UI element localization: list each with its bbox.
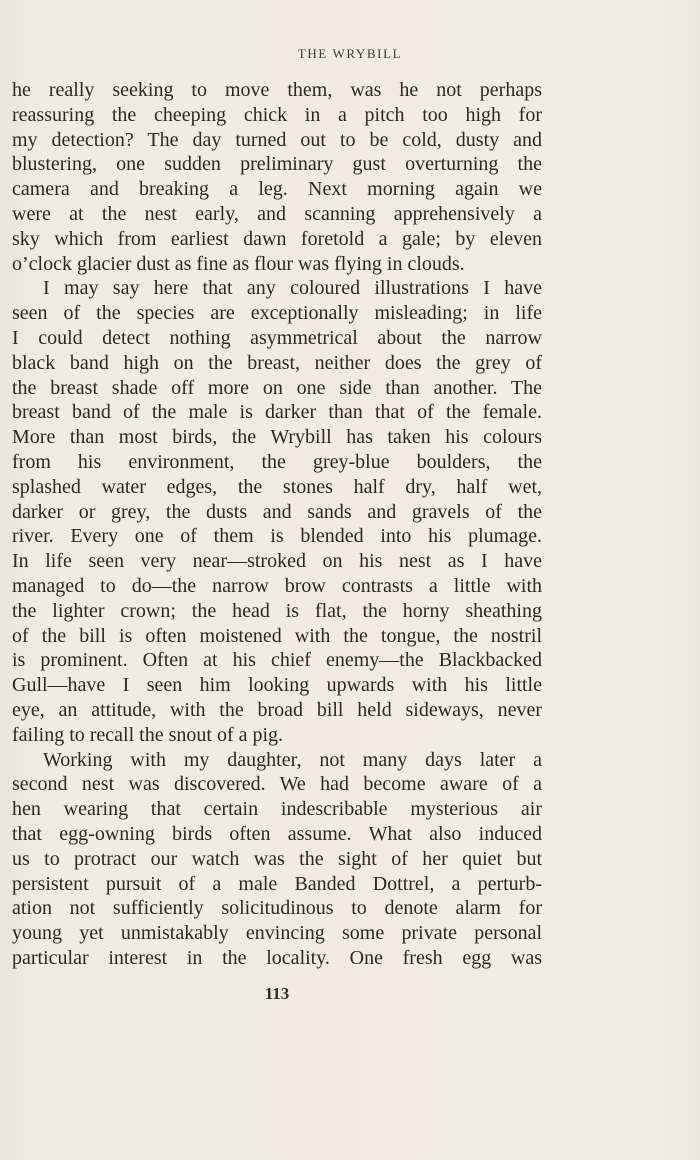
text-line: o’clock glacier dust as fine as flour was flying in clouds. — [12, 252, 465, 275]
text-line: managed to do—the narrow brow contrasts a little with — [12, 574, 542, 597]
text-line: ation not sufficiently solicitudinous to denote alarm for — [12, 897, 542, 920]
text-line: the breast shade off more on one side than another. The — [12, 376, 542, 399]
text-line: eye, an attitude, with the broad bill held sideways, never — [12, 698, 542, 721]
text-line: I may say here that any coloured illustrations I have — [43, 277, 542, 300]
body-text — [12, 78, 542, 971]
text-line: sky which from earliest dawn foretold a gale; by eleven — [12, 227, 542, 250]
text-line: is prominent. Often at his chief enemy—the Blackbacked — [12, 649, 542, 672]
text-line: Gull—have I seen him looking upwards with his little — [12, 674, 542, 697]
text-line: camera and breaking a leg. Next morning again we — [12, 178, 542, 201]
text-line: breast band of the male is darker than that of the female. — [12, 401, 542, 424]
text-line: river. Every one of them is blended into his plumage. — [12, 525, 542, 548]
text-line: second nest was discovered. We had become aware of a — [12, 773, 542, 796]
text-line: More than most birds, the Wrybill has taken his colours — [12, 426, 542, 449]
text-line: my detection? The day turned out to be cold, dusty and — [12, 128, 542, 151]
text-line: us to protract our watch was the sight of her quiet but — [12, 847, 542, 870]
text-line: darker or grey, the dusts and sands and gravels of the — [12, 500, 542, 523]
text-line: Working with my daughter, not many days later a — [43, 748, 542, 771]
text-line: seen of the species are exceptionally misleading; in life — [12, 302, 542, 325]
running-head: THE WRYBILL — [297, 46, 403, 61]
text-line: the lighter crown; the head is flat, the horny sheathing — [12, 599, 542, 622]
text-line: black band high on the breast, neither does the grey of — [12, 351, 542, 374]
text-line: he really seeking to move them, was he not perhaps — [12, 79, 542, 101]
text-line: particular interest in the locality. One fresh egg was — [12, 946, 542, 969]
text-line: failing to recall the snout of a pig. — [12, 723, 284, 746]
text-line: reassuring the cheeping chick in a pitch too high for — [12, 103, 542, 126]
text-line: blustering, one sudden preliminary gust overturning the — [12, 153, 542, 176]
text-line: young yet unmistakably envincing some private personal — [12, 922, 542, 945]
text-line: I could detect nothing asymmetrical about the narrow — [12, 326, 542, 349]
text-line: of the bill is often moistened with the tongue, the nostril — [12, 624, 542, 647]
text-line: In life seen very near—stroked on his nest as I have — [12, 550, 542, 573]
text-line: were at the nest early, and scanning apprehensively a — [12, 202, 542, 225]
text-line: that egg-owning birds often assume. What also induced — [12, 822, 542, 845]
page-number: 113 — [264, 984, 290, 1003]
text-line: persistent pursuit of a male Banded Dottrel, a perturb- — [12, 872, 542, 895]
text-line: from his environment, the grey-blue boulders, the — [12, 450, 542, 473]
text-line: splashed water edges, the stones half dry, half wet, — [12, 475, 542, 498]
text-line: hen wearing that certain indescribable mysterious air — [12, 798, 542, 821]
